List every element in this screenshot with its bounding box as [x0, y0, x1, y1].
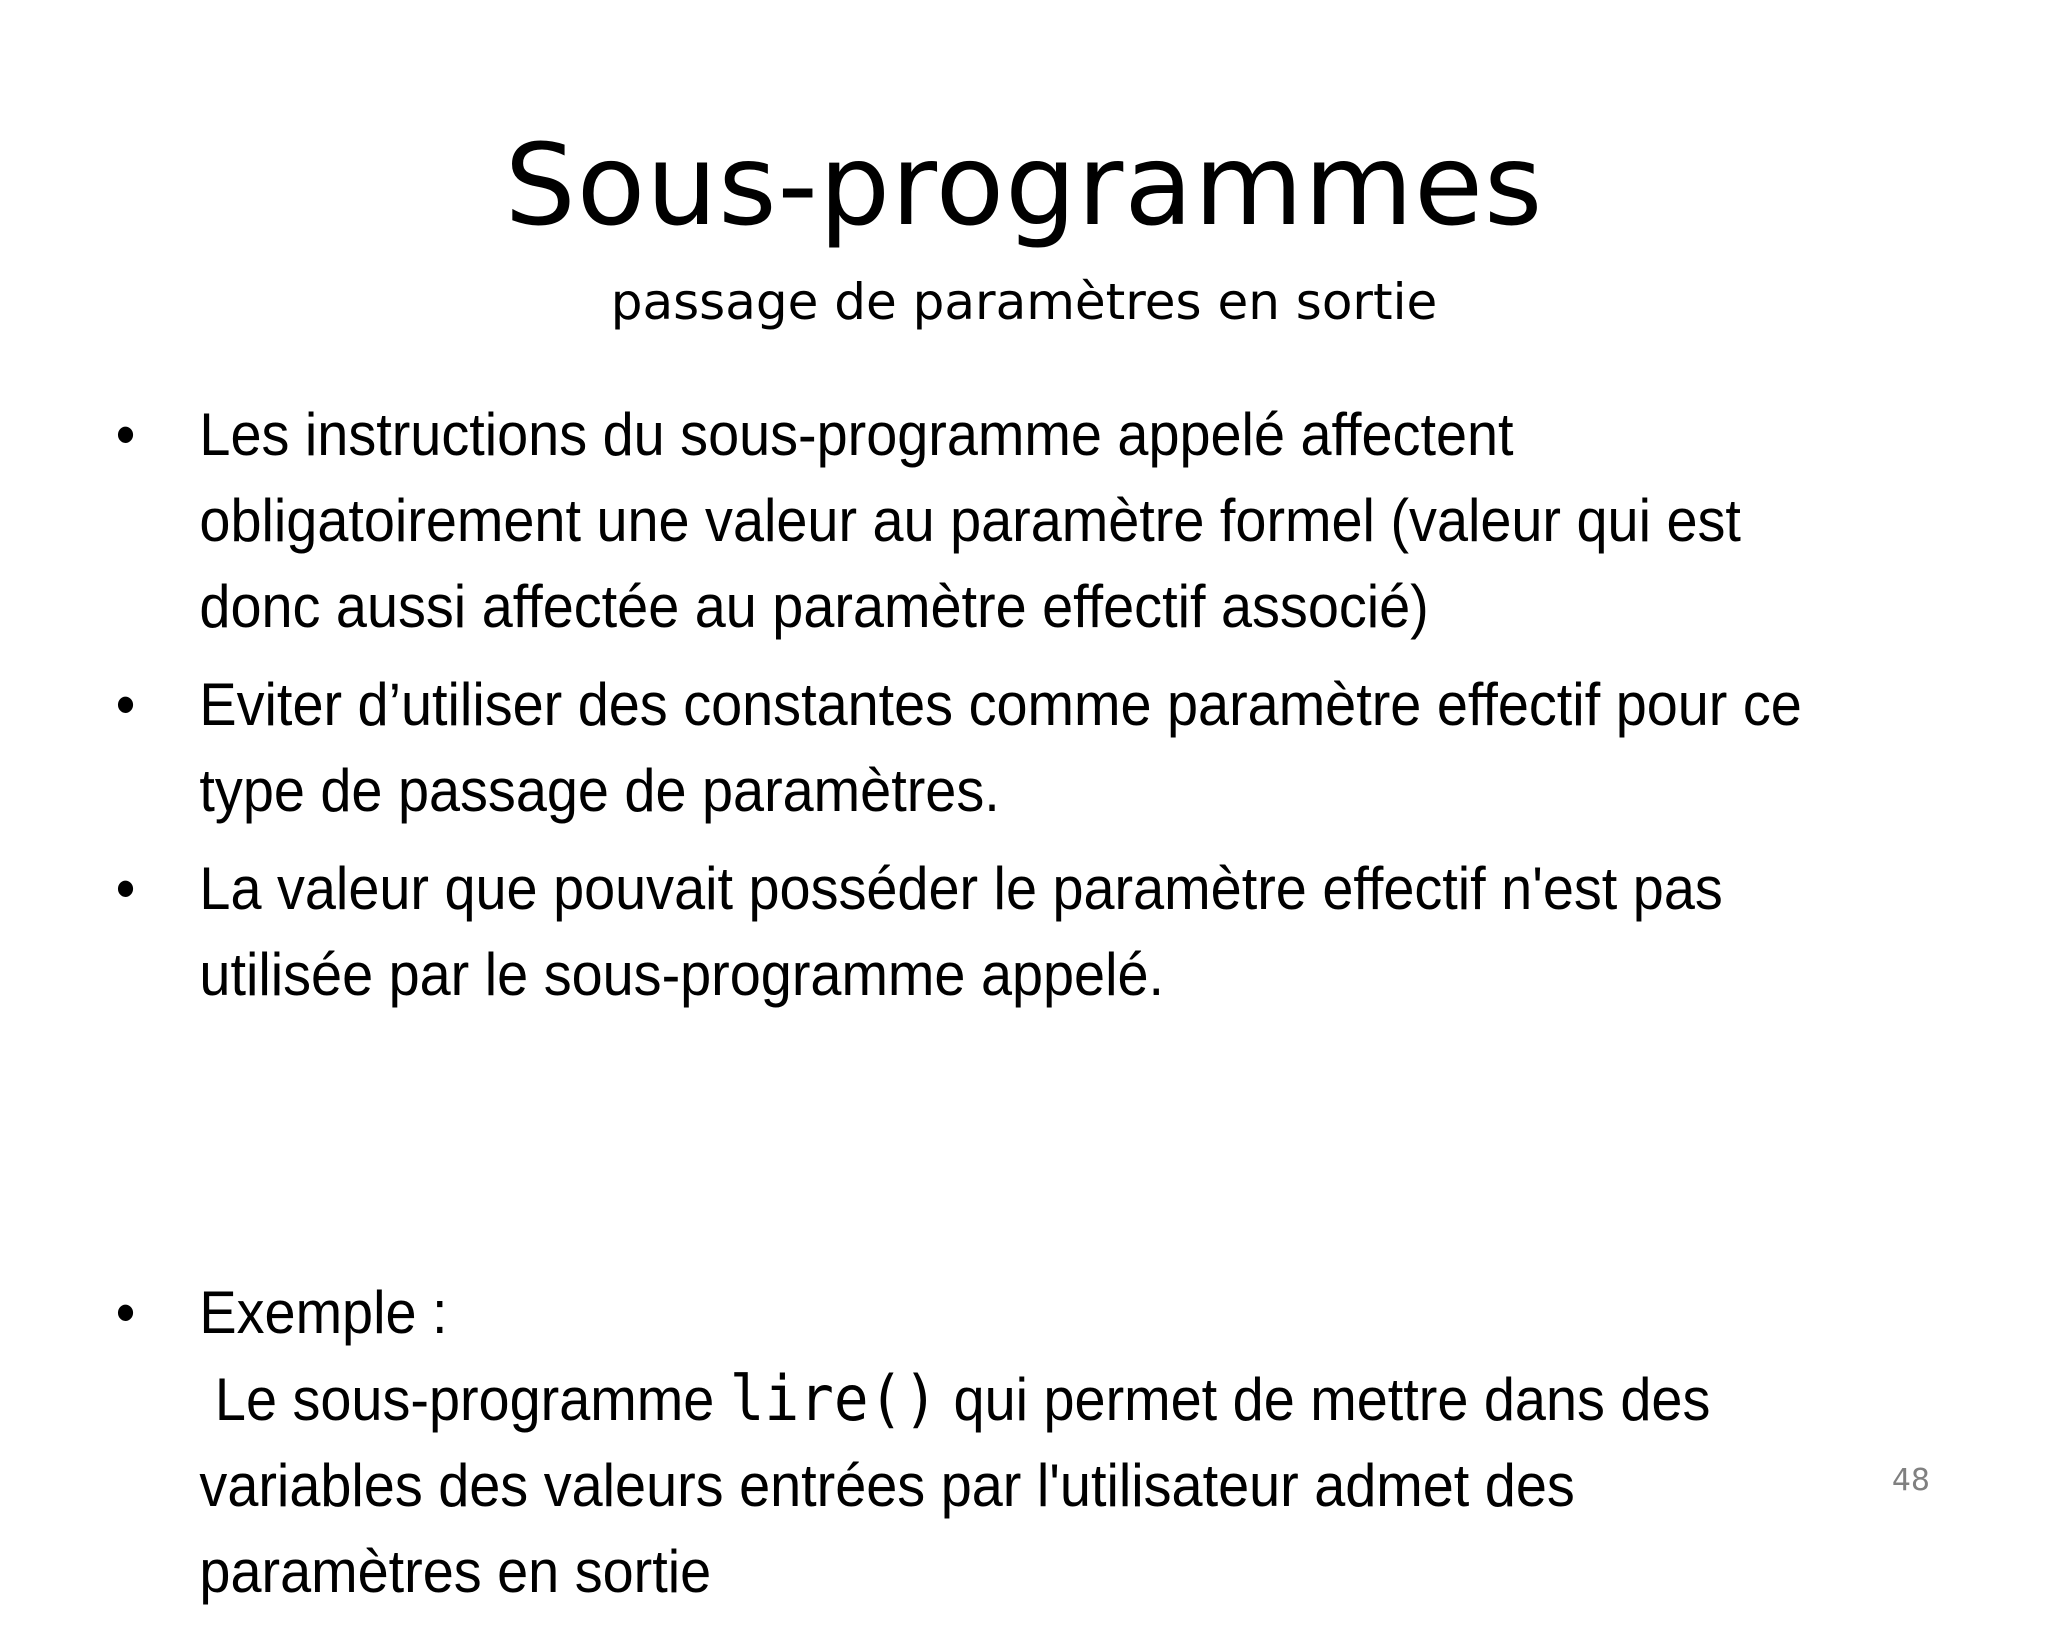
example-heading: Exemple :: [199, 1279, 448, 1346]
slide-subtitle: passage de paramètres en sortie: [610, 273, 1438, 331]
bullet-text: Eviter d’utiliser des constantes comme paramètre effectif pour ce type de passage de paramètres.: [199, 671, 1802, 824]
bullet-text: La valeur que pouvait posséder le paramètre effectif n'est pas utilisée par le sous-programme appelé.: [199, 855, 1723, 1008]
bullet-item: [112, 662, 1833, 834]
bullet-icon: •: [115, 401, 136, 468]
bullet-item-example: [112, 1270, 1833, 1615]
bullet-icon: •: [115, 1279, 136, 1346]
bullet-icon: •: [115, 671, 136, 738]
bullet-list: [112, 392, 1833, 1627]
slide-title: Sous-programmes: [504, 121, 1544, 251]
bullet-item: [112, 846, 1833, 1018]
example-code: lire(): [729, 1362, 939, 1435]
page-number: 48: [1891, 1463, 1930, 1498]
bullet-text: Les instructions du sous-programme appelé affectent obligatoirement une valeur au paramètre formel (valeur qui est donc aussi affectée au paramètre effectif associé): [199, 401, 1741, 640]
bullet-icon: •: [115, 855, 136, 922]
example-text-before: Le sous-programme: [199, 1366, 730, 1433]
example-text-after: qui permet de mettre dans des variables des valeurs entrées par l'utilisateur admet des paramètres en sortie: [199, 1366, 1711, 1605]
bullet-item: [112, 392, 1833, 650]
